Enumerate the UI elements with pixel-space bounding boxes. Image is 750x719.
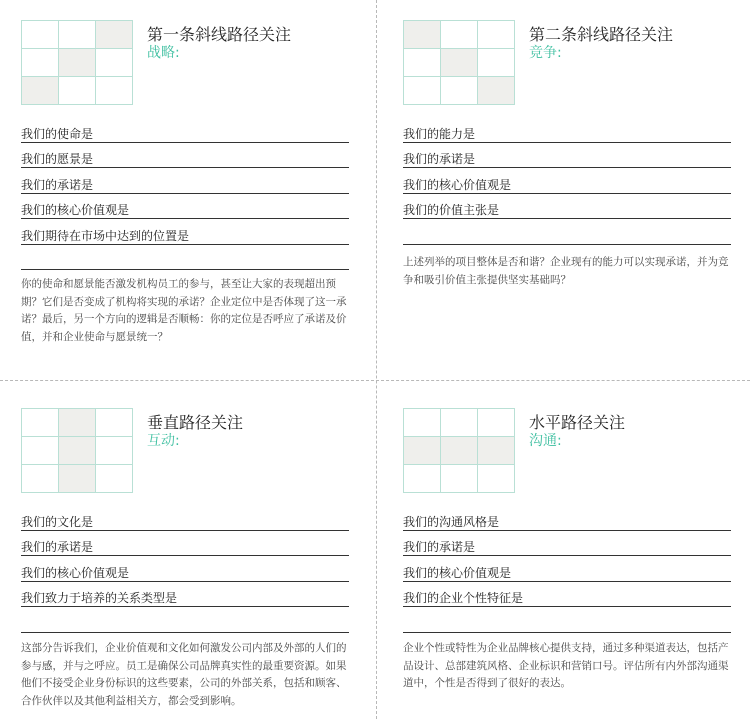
grid-cell-shaded — [58, 464, 96, 493]
grid-cell — [95, 76, 133, 105]
grid-cell — [440, 464, 478, 493]
panel-title: 第一条斜线路径关注 — [147, 25, 292, 44]
fill-in-line: 我们的能力是 — [403, 117, 731, 143]
grid-cell-shaded — [403, 436, 441, 465]
grid-cell — [477, 48, 515, 77]
grid-cell-shaded — [477, 436, 515, 465]
fill-in-line: 我们的核心价值观是 — [403, 556, 731, 582]
grid-cell — [58, 76, 96, 105]
fill-in-lines — [403, 505, 731, 633]
grid-cell — [95, 436, 133, 465]
panel-subtitle: 沟通: — [529, 433, 562, 449]
blank-line — [21, 607, 349, 633]
grid-cell — [21, 436, 59, 465]
grid-cell-shaded — [95, 20, 133, 49]
fill-in-lines — [403, 117, 731, 245]
grid-cell-shaded — [58, 436, 96, 465]
panel-subtitle: 竞争: — [529, 45, 562, 61]
panel-subtitle: 互动: — [147, 433, 180, 449]
fill-in-line: 我们的承诺是 — [403, 143, 731, 169]
fill-in-line: 我们的核心价值观是 — [403, 168, 731, 194]
grid-diagram — [21, 20, 132, 103]
fill-in-line: 我们的承诺是 — [21, 531, 349, 557]
fill-in-line: 我们的愿景是 — [21, 143, 349, 169]
panel-communication — [403, 408, 733, 718]
grid-cell — [477, 464, 515, 493]
grid-cell — [95, 48, 133, 77]
blank-line — [21, 245, 349, 271]
grid-cell-shaded — [58, 408, 96, 437]
panel-title: 水平路径关注 — [529, 413, 626, 432]
fill-in-line: 我们期待在市场中达到的位置是 — [21, 219, 349, 245]
panel-description: 这部分告诉我们，企业价值观和文化如何激发公司内部及外部的人们的参与感，并与之呼应。员工是确保公司品牌真实性的最重要资源。如果他们不接受企业身份标识的这些要素，公司的外部关系，包括和顾客、合作伙伴以及其他利益相关方，都会受到影响。 — [21, 642, 347, 707]
grid-cell — [95, 464, 133, 493]
fill-in-line: 我们的核心价值观是 — [21, 194, 349, 220]
grid-cell — [21, 20, 59, 49]
grid-cell — [95, 408, 133, 437]
fill-in-line: 我们的文化是 — [21, 505, 349, 531]
panel-subtitle: 战略: — [147, 45, 180, 61]
grid-diagram — [21, 408, 132, 491]
grid-cell — [403, 464, 441, 493]
grid-cell — [403, 48, 441, 77]
grid-cell — [21, 464, 59, 493]
grid-cell — [58, 20, 96, 49]
panel-description: 你的使命和愿景能否激发机构员工的参与，甚至让大家的表现超出预期？它们是否变成了机构将实现的承诺？企业定位中是否体现了这一承诺？最后，另一个方向的逻辑是否顺畅：你的定位是否呼应了承诺及价值，并和企业使命与愿景统一？ — [21, 278, 347, 343]
grid-cell-shaded — [477, 76, 515, 105]
fill-in-lines — [21, 117, 349, 270]
fill-in-line: 我们的承诺是 — [403, 531, 731, 557]
grid-cell — [477, 20, 515, 49]
fill-in-line: 我们的使命是 — [21, 117, 349, 143]
grid-cell-shaded — [440, 436, 478, 465]
panel-interaction — [21, 408, 351, 718]
grid-cell — [477, 408, 515, 437]
panel-title: 垂直路径关注 — [147, 413, 244, 432]
panel-competition — [403, 20, 733, 370]
grid-cell — [403, 76, 441, 105]
grid-cell — [21, 408, 59, 437]
blank-line — [403, 607, 731, 633]
grid-cell-shaded — [440, 48, 478, 77]
panel-strategy — [21, 20, 351, 370]
fill-in-lines — [21, 505, 349, 633]
grid-cell-shaded — [58, 48, 96, 77]
fill-in-line: 我们的企业个性特征是 — [403, 582, 731, 608]
panel-title: 第二条斜线路径关注 — [529, 25, 674, 44]
fill-in-line: 我们的承诺是 — [21, 168, 349, 194]
horizontal-divider — [0, 380, 750, 381]
panel-description: 上述列举的项目整体是否和谐？企业现有的能力可以实现承诺，并为竞争和吸引价值主张提供坚实基础吗？ — [403, 256, 729, 286]
grid-diagram — [403, 20, 514, 103]
fill-in-line: 我们的核心价值观是 — [21, 556, 349, 582]
grid-cell-shaded — [21, 76, 59, 105]
grid-cell — [440, 76, 478, 105]
grid-cell — [440, 408, 478, 437]
grid-cell — [21, 48, 59, 77]
blank-line — [403, 219, 731, 245]
panel-description: 企业个性或特性为企业品牌核心提供支持，通过多种渠道表达，包括产品设计、总部建筑风格、企业标识和营销口号。评估所有内外部沟通渠道中，个性是否得到了很好的表达。 — [403, 642, 729, 689]
fill-in-line: 我们的价值主张是 — [403, 194, 731, 220]
fill-in-line: 我们致力于培养的关系类型是 — [21, 582, 349, 608]
grid-cell-shaded — [403, 20, 441, 49]
grid-diagram — [403, 408, 514, 491]
vertical-divider — [376, 0, 377, 719]
grid-cell — [440, 20, 478, 49]
grid-cell — [403, 408, 441, 437]
fill-in-line: 我们的沟通风格是 — [403, 505, 731, 531]
